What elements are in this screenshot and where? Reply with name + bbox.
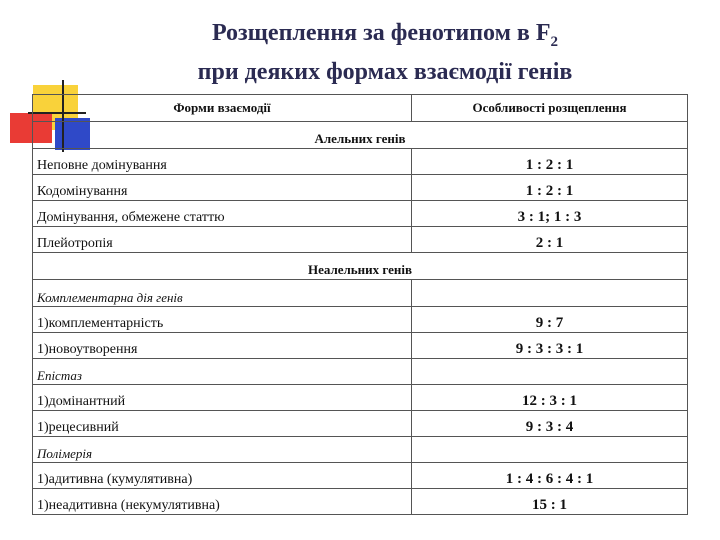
form-cell: Неповне домінування	[33, 149, 412, 175]
form-cell: 1)новоутворення	[33, 333, 412, 359]
table-row	[33, 333, 688, 359]
ratio-cell: 12 : 3 : 1	[412, 385, 688, 411]
ratio-cell: 9 : 3 : 4	[412, 411, 688, 437]
table-row	[33, 227, 688, 253]
table-row	[33, 201, 688, 227]
form-cell: Домінування, обмежене статтю	[33, 201, 412, 227]
table-row	[33, 463, 688, 489]
group-row-allelic	[33, 122, 688, 149]
table-row	[33, 307, 688, 333]
header-row	[33, 95, 688, 122]
subgroup-row-epistasis	[33, 359, 688, 385]
title-line-1-text: Розщеплення за фенотипом в F	[211, 20, 551, 46]
table-row	[33, 175, 688, 201]
title-line-2: при деяких формах взаємодії генів	[197, 58, 573, 85]
subgroup-polymery: Полімерія	[33, 437, 412, 463]
subgroup-row-polymery	[33, 437, 688, 463]
ratio-cell: 9 : 3 : 3 : 1	[412, 333, 688, 359]
ratio-cell: 9 : 7	[412, 307, 688, 333]
header-ratio: Особливості розщеплення	[412, 95, 688, 122]
ratio-cell: 1 : 2 : 1	[412, 175, 688, 201]
form-cell: 1)адитивна (кумулятивна)	[33, 463, 412, 489]
slide-title	[120, 18, 650, 87]
title-line-1	[120, 18, 650, 57]
ratio-cell: 3 : 1; 1 : 3	[412, 201, 688, 227]
form-cell: Кодомінування	[33, 175, 412, 201]
empty-cell	[412, 437, 688, 463]
inheritance-table	[32, 94, 688, 515]
header-forms: Форми взаємодії	[33, 95, 412, 122]
empty-cell	[412, 280, 688, 307]
subgroup-complementary: Комплементарна дія генів	[33, 280, 412, 307]
form-cell: 1)рецесивний	[33, 411, 412, 437]
empty-cell	[412, 359, 688, 385]
subgroup-row-complementary	[33, 280, 688, 307]
form-cell: 1)домінантний	[33, 385, 412, 411]
table-row	[33, 411, 688, 437]
subgroup-epistasis: Епістаз	[33, 359, 412, 385]
table-row	[33, 489, 688, 515]
ratio-cell: 15 : 1	[412, 489, 688, 515]
form-cell: 1)комплементарність	[33, 307, 412, 333]
form-cell: 1)неадитивна (некумулятивна)	[33, 489, 412, 515]
form-cell: Плейотропія	[33, 227, 412, 253]
ratio-cell: 1 : 4 : 6 : 4 : 1	[412, 463, 688, 489]
group-nonallelic: Неалельних генів	[33, 253, 688, 280]
table-row	[33, 385, 688, 411]
group-allelic: Алельних генів	[33, 122, 688, 149]
group-row-nonallelic	[33, 253, 688, 280]
table-row	[33, 149, 688, 175]
ratio-cell: 2 : 1	[412, 227, 688, 253]
ratio-cell: 1 : 2 : 1	[412, 149, 688, 175]
title-subscript: 2	[550, 33, 559, 50]
